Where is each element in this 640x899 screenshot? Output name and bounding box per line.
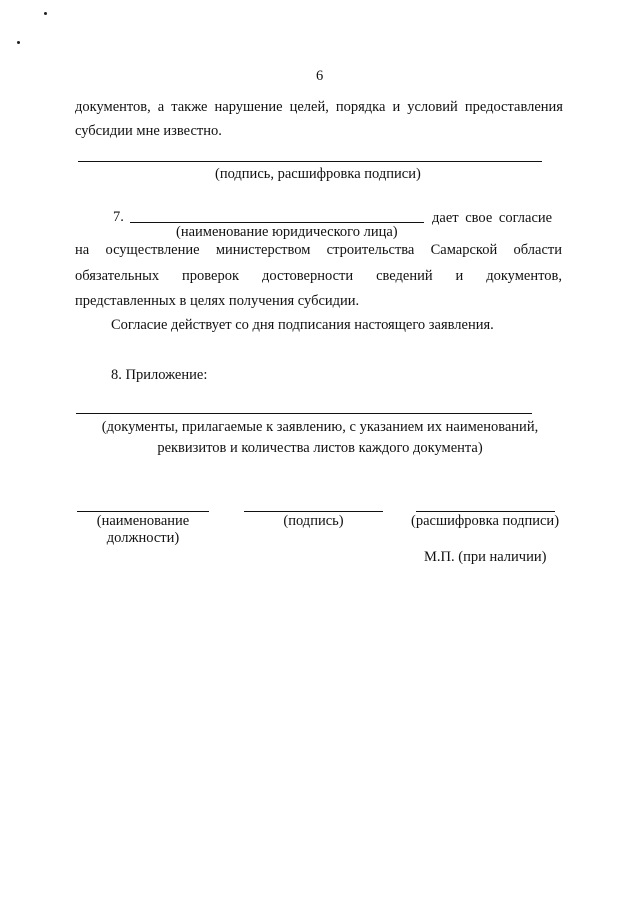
signature-caption: (подпись, расшифровка подписи) <box>215 166 421 182</box>
scan-speck <box>44 12 47 15</box>
signature-line <box>78 161 542 162</box>
word: области <box>513 242 562 258</box>
decoding-caption: (расшифровка подписи) <box>411 513 560 529</box>
stamp-place: М.П. (при наличии) <box>424 549 547 565</box>
word: нарушение <box>214 99 283 115</box>
word: Самарской <box>430 242 498 258</box>
word: министерством <box>215 242 311 258</box>
section8-heading: 8. Приложение: <box>111 367 208 383</box>
word: а <box>157 99 165 115</box>
section7-suffix: дает свое согласие <box>432 210 553 226</box>
org-name-line <box>130 222 424 223</box>
position-caption-2: должности) <box>106 530 180 546</box>
word: предоставления <box>464 99 563 115</box>
intro-line-1 <box>75 100 563 115</box>
word: сведений <box>376 268 433 284</box>
word: достоверности <box>261 268 354 284</box>
word: целей, <box>289 99 329 115</box>
org-caption: (наименование юридического лица) <box>176 224 398 240</box>
consent-statement: Согласие действует со дня подписания настоящего заявления. <box>111 317 494 333</box>
attachments-caption-2: реквизитов и количества листов каждого документа) <box>157 440 483 456</box>
attachments-line <box>76 413 532 414</box>
word: условий <box>407 99 458 115</box>
word: обязательных <box>75 268 160 284</box>
signature-line-2 <box>244 511 383 512</box>
intro-line-2: субсидии мне известно. <box>75 123 222 139</box>
section7-line-3: представленных в целях получения субсидии. <box>75 293 360 309</box>
word: и <box>392 99 401 115</box>
section7-line-1 <box>75 243 562 258</box>
word: документов, <box>75 99 151 115</box>
word: строительства <box>326 242 415 258</box>
position-caption-1: (наименование <box>96 513 190 529</box>
word: документов, <box>486 268 562 284</box>
word: и <box>455 268 464 284</box>
word: осуществление <box>105 242 200 258</box>
section7-line-2 <box>75 269 562 284</box>
decoding-line <box>416 511 555 512</box>
scan-speck <box>17 41 20 44</box>
section7-number: 7. <box>113 209 124 225</box>
word: также <box>171 99 208 115</box>
word: на <box>75 242 90 258</box>
page-number: 6 <box>316 68 324 84</box>
signature-caption-2: (подпись) <box>283 513 344 529</box>
position-line <box>77 511 209 512</box>
word: проверок <box>182 268 240 284</box>
word: порядка <box>335 99 386 115</box>
attachments-caption-1: (документы, прилагаемые к заявлению, с указанием их наименований, <box>101 419 539 435</box>
